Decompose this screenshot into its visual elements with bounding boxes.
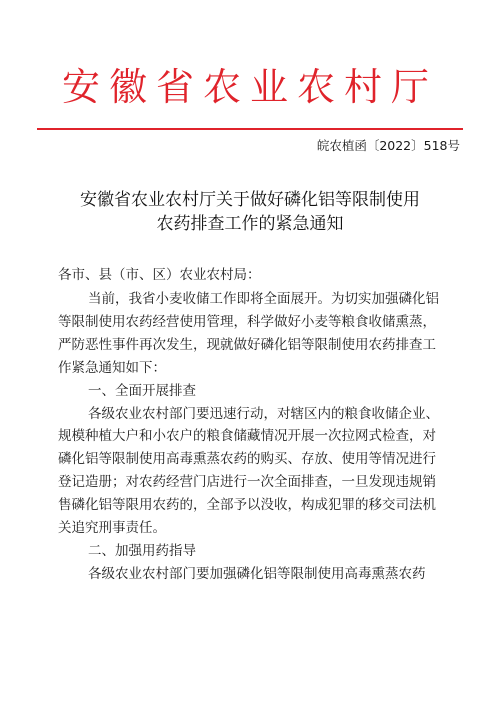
body-line: 登记造册；对农药经营门店进行一次全面排查，一旦发现违规销 — [58, 474, 436, 491]
title-line: 农药排查工作的紧急通知 — [156, 214, 344, 234]
body-line: 关追究刑事责任。 — [58, 520, 166, 537]
body-line: 作紧急通知如下： — [58, 359, 166, 376]
title-line: 安徽省农业农村厅关于做好磷化铝等限制使用 — [80, 190, 420, 210]
body-line: 一、全面开展排查 — [88, 382, 196, 399]
body-line: 规模种植大户和小农户的粮食储藏情况开展一次拉网式检查，对 — [58, 428, 436, 445]
body-line: 磷化铝等限制使用高毒熏蒸农药的购买、存放、使用等情况进行 — [58, 451, 436, 468]
document-body — [58, 288, 448, 586]
red-divider-rule — [37, 128, 463, 130]
agency-header: 安徽省农业农村厅 — [61, 65, 438, 109]
addressee-line: 各市、县（市、区）农业农村局： — [58, 267, 261, 283]
body-line: 售磷化铝等限用农药的，全部予以没收，构成犯罪的移交司法机 — [58, 497, 436, 514]
body-line: 等限制使用农药经营使用管理，科学做好小麦等粮食收储熏蒸， — [58, 313, 436, 330]
body-line: 严防恶性事件再次发生，现就做好磷化铝等限制使用农药排查工 — [58, 336, 436, 353]
body-line: 各级农业农村部门要加强磷化铝等限制使用高毒熏蒸农药 — [88, 565, 426, 582]
document-number: 皖农植函〔2022〕518号 — [316, 138, 460, 153]
document-title — [30, 188, 470, 236]
body-line: 当前，我省小麦收储工作即将全面展开。为切实加强磷化铝 — [88, 291, 439, 307]
body-line: 二、加强用药指导 — [88, 542, 196, 559]
body-line: 各级农业农村部门要迅速行动，对辖区内的粮食收储企业、 — [88, 405, 439, 422]
